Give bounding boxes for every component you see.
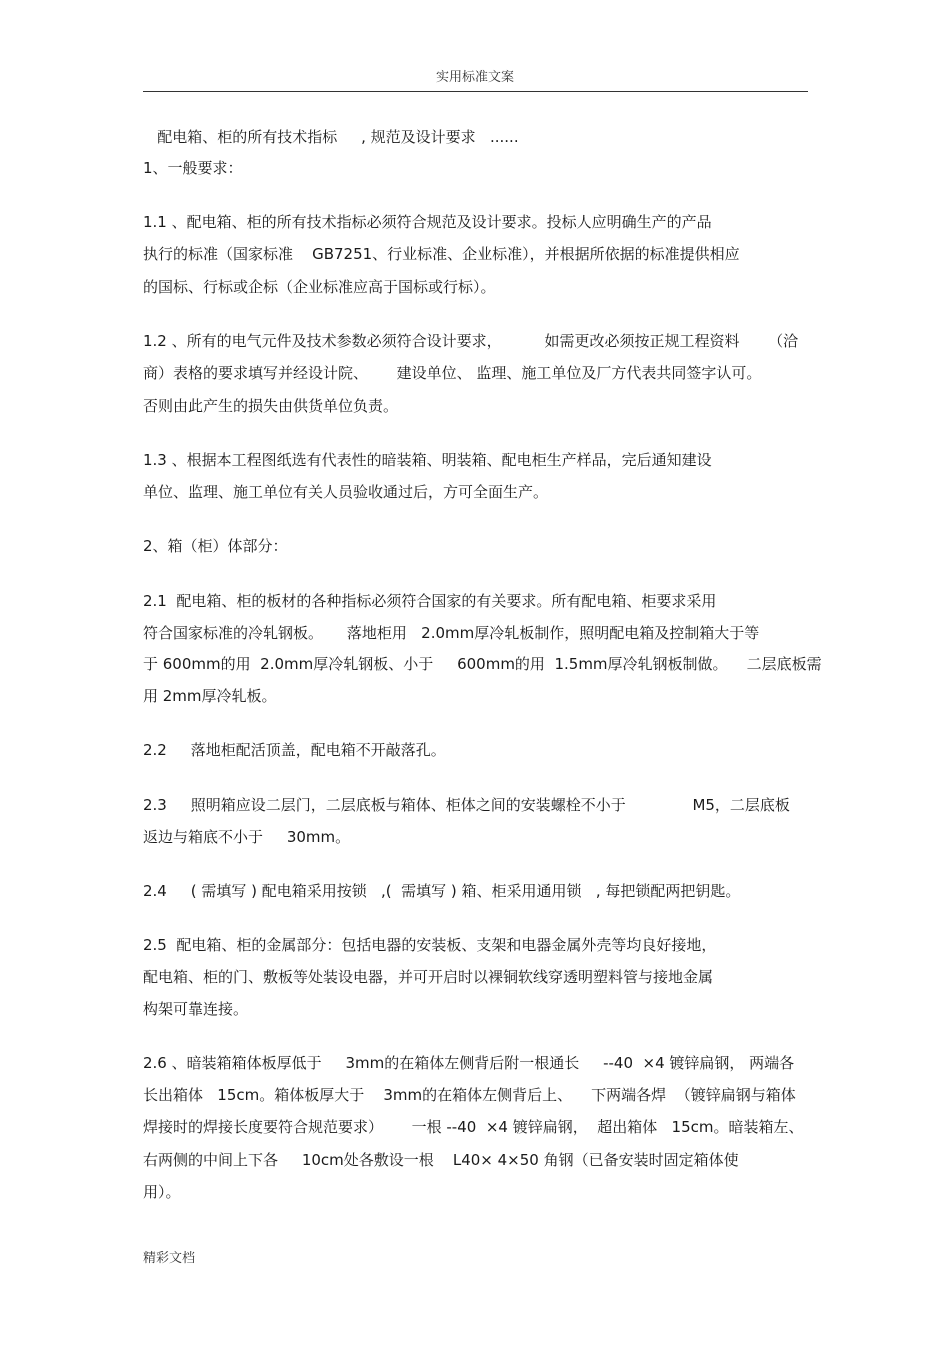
paragraph-line: 商）表格的要求填写并经设计院、 建设单位、 监理、施工单位及厂方代表共同签字认可。 [143, 364, 762, 382]
paragraph-line: 2.6 、暗装箱箱体板厚低于 3mm的在箱体左侧背后附一根通长 --40 ×4 镀锌扁钢， 两端各 [143, 1054, 795, 1072]
paragraph-line: 用 2mm厚冷轧板。 [143, 687, 277, 705]
paragraph-line: 1.1 、配电箱、柜的所有技术指标必须符合规范及设计要求。投标人应明确生产的产品 [143, 213, 712, 231]
paragraph-line: 2.5 配电箱、柜的金属部分：包括电器的安装板、支架和电器金属外壳等均良好接地， [143, 936, 717, 954]
paragraph-line: 2.1 配电箱、柜的板材的各种指标必须符合国家的有关要求。所有配电箱、柜要求采用 [143, 592, 717, 610]
paragraph-line: 于 600mm的用 2.0mm厚冷轧钢板、小于 600mm的用 1.5mm厚冷轧钢板制做。 二层底板需 [143, 655, 822, 673]
page-header: 实用标准文案 [435, 70, 514, 85]
paragraph-line: 2.4 ( 需填写 ) 配电箱采用按锁 ,( 需填写 ) 箱、柜采用通用锁 , 每把锁配两把钥匙。 [143, 882, 741, 900]
doc-title: 配电箱、柜的所有技术指标 , 规范及设计要求 ...... [143, 128, 519, 146]
paragraph-line: 1.3 、根据本工程图纸选有代表性的暗装箱、明装箱、配电柜生产样品，完后通知建设 [143, 451, 712, 469]
paragraph-line: 长出箱体 15cm。箱体板厚大于 3mm的在箱体左侧背后上、 下两端各焊 （镀锌扁钢与箱体 [143, 1086, 796, 1104]
paragraph-line: 执行的标准（国家标准 GB7251、行业标准、企业标准），并根据所依据的标准提供相应 [143, 245, 740, 263]
paragraph-line: 否则由此产生的损失由供货单位负责。 [143, 397, 399, 415]
section-heading: 1、一般要求： [143, 159, 243, 177]
paragraph-line: 构架可靠连接。 [143, 1000, 249, 1018]
page-footer: 精彩文档 [143, 1251, 196, 1266]
header-divider [143, 91, 808, 92]
paragraph-line: 单位、监理、施工单位有关人员验收通过后，方可全面生产。 [143, 483, 549, 501]
paragraph-line: 2.2 落地柜配活顶盖，配电箱不开敲落孔。 [143, 741, 446, 759]
paragraph-line: 符合国家标准的冷轧钢板。 落地柜用 2.0mm厚冷轧板制作，照明配电箱及控制箱大于等 [143, 624, 760, 642]
paragraph-line: 的国标、行标或企标（企业标准应高于国标或行标）。 [143, 278, 496, 296]
paragraph-line: 返边与箱底不小于 30mm。 [143, 828, 351, 846]
paragraph-line: 用）。 [143, 1183, 181, 1201]
paragraph-line: 2.3 照明箱应设二层门，二层底板与箱体、柜体之间的安装螺栓不小于 M5，二层底板 [143, 796, 790, 814]
paragraph-line: 配电箱、柜的门、敷板等处装设电器，并可开启时以裸铜软线穿透明塑料管与接地金属 [143, 968, 714, 986]
paragraph-line: 焊接时的焊接长度要符合规范要求） 一根 --40 ×4 镀锌扁钢， 超出箱体 15cm。暗装箱左、 [143, 1118, 804, 1136]
paragraph-line: 1.2 、所有的电气元件及技术参数必须符合设计要求， 如需更改必须按正规工程资料 （洽 [143, 332, 799, 350]
paragraph-line: 右两侧的中间上下各 10cm处各敷设一根 L40× 4×50 角钢（已备安装时固定箱体使 [143, 1151, 739, 1169]
section-heading: 2、箱（柜）体部分： [143, 537, 288, 555]
